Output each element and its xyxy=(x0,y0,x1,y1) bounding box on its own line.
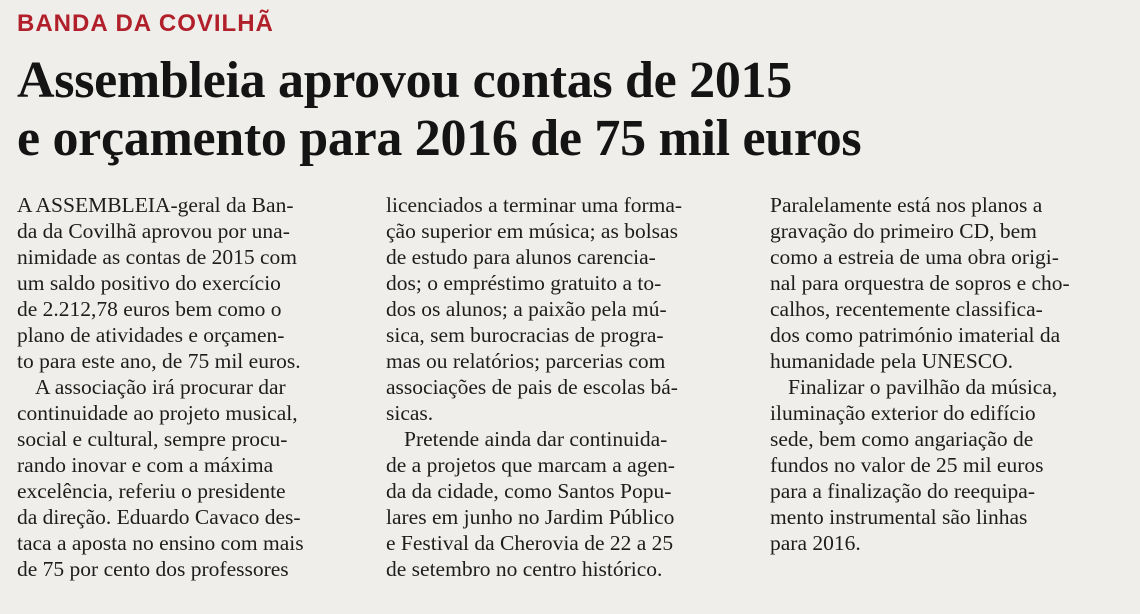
text-line: como a estreia de uma obra origi- xyxy=(770,245,1059,269)
text-line: de a projetos que marcam a agen- xyxy=(386,453,675,477)
text-line: dos como património imaterial da xyxy=(770,323,1061,347)
article-column-2 xyxy=(386,192,682,582)
text-line: social e cultural, sempre procu- xyxy=(17,427,288,451)
text-line: humanidade pela UNESCO. xyxy=(770,349,1014,373)
text-line: iluminação exterior do edifício xyxy=(770,401,1036,425)
text-line: licenciados a terminar uma forma- xyxy=(386,193,683,217)
text-line: da direção. Eduardo Cavaco des- xyxy=(17,505,301,529)
text-line: plano de atividades e orçamen- xyxy=(17,323,285,347)
text-line: Finalizar o pavilhão da música, xyxy=(788,375,1058,399)
headline-line-1: Assembleia aprovou contas de 2015 xyxy=(17,52,792,109)
text-line: sica, sem burocracias de progra- xyxy=(386,323,664,347)
text-line: mas ou relatórios; parcerias com xyxy=(386,349,666,373)
text-line: para a finalização do reequipa- xyxy=(770,479,1036,503)
text-line: A associação irá procurar dar xyxy=(35,375,286,399)
text-line: da da cidade, como Santos Popu- xyxy=(386,479,672,503)
text-line: um saldo positivo do exercício xyxy=(17,271,281,295)
text-line: Pretende ainda dar continuida- xyxy=(404,427,668,451)
text-line: sicas. xyxy=(386,401,434,425)
text-line: to para este ano, de 75 mil euros. xyxy=(17,349,301,373)
headline-line-2: e orçamento para 2016 de 75 mil euros xyxy=(17,110,862,167)
text-line: de 75 por cento dos professores xyxy=(17,557,289,581)
text-line: para 2016. xyxy=(770,531,861,555)
text-line: gravação do primeiro CD, bem xyxy=(770,219,1037,243)
text-line: rando inovar e com a máxima xyxy=(17,453,274,477)
text-line: de 2.212,78 euros bem como o xyxy=(17,297,282,321)
text-line: calhos, recentemente classifica- xyxy=(770,297,1043,321)
text-line: da da Covilhã aprovou por una- xyxy=(17,219,290,243)
text-line: lares em junho no Jardim Público xyxy=(386,505,675,529)
text-line: sede, bem como angariação de xyxy=(770,427,1034,451)
text-line: dos os alunos; a paixão pela mú- xyxy=(386,297,667,321)
text-line: dos; o empréstimo gratuito a to- xyxy=(386,271,662,295)
text-line: excelência, referiu o presidente xyxy=(17,479,286,503)
text-line: e Festival da Cherovia de 22 a 25 xyxy=(386,531,674,555)
article-headline xyxy=(17,52,1117,168)
text-line: A ASSEMBLEIA-geral da Ban- xyxy=(17,193,294,217)
text-line: de estudo para alunos carencia- xyxy=(386,245,656,269)
text-line: nimidade as contas de 2015 com xyxy=(17,245,298,269)
section-kicker: BANDA DA COVILHÃ xyxy=(17,10,274,37)
text-line: fundos no valor de 25 mil euros xyxy=(770,453,1044,477)
article-column-3 xyxy=(770,192,1070,556)
text-line: de setembro no centro histórico. xyxy=(386,557,663,581)
text-line: mento instrumental são linhas xyxy=(770,505,1028,529)
text-line: nal para orquestra de sopros e cho- xyxy=(770,271,1070,295)
text-line: taca a aposta no ensino com mais xyxy=(17,531,304,555)
text-line: ção superior em música; as bolsas xyxy=(386,219,678,243)
article-column-1 xyxy=(17,192,304,582)
text-line: associações de pais de escolas bá- xyxy=(386,375,678,399)
text-line: Paralelamente está nos planos a xyxy=(770,193,1043,217)
text-line: continuidade ao projeto musical, xyxy=(17,401,298,425)
